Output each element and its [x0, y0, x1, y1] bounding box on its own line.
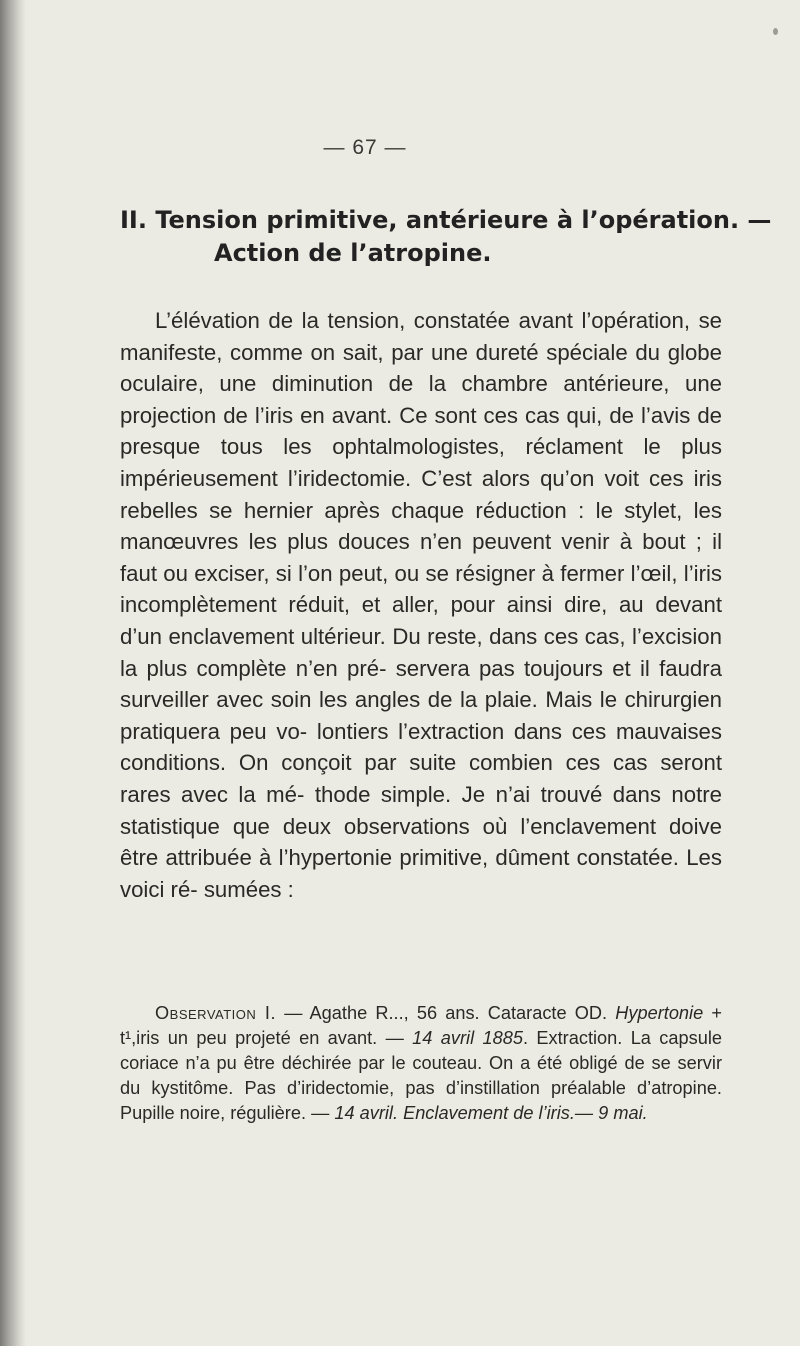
observation-label: Observation I.	[155, 1003, 277, 1023]
section-heading-line-1: II. Tension primitive, antérieure à l’opération. —	[120, 206, 772, 234]
observation-date-2: 14 avril. Enclavement de l’iris.— 9 mai.	[334, 1103, 648, 1123]
observation-hypertonie: Hypertonie	[615, 1003, 704, 1023]
observation-text-1: — Agathe R..., 56 ans. Cataracte OD.	[276, 1003, 616, 1023]
observation-paragraph	[120, 1001, 722, 1126]
section-heading	[120, 204, 788, 270]
body-paragraph: L’élévation de la tension, constatée avant l’opération, se manifeste, comme on sait, par une dureté spéciale du globe oculaire, une diminution de la chambre antérieure, une projection de l’iris en avant. Ce sont ces cas qui, de l’avis de presque tous les ophtalmologistes, réclament le plus impérieusement l’iridectomie. C’est alors qu’on voit ces iris rebelles se hernier après chaque réduction : le stylet, les manœuvres les plus douces n’en peuvent venir à bout ; il faut ou exciser, si l’on peut, ou se résigner à fermer l’œil, l’iris incomplètement réduit, et aller, pour ainsi dire, au devant d’un enclavement ultérieur. Du reste, dans ces cas, l’excision la plus complète n’en pré- servera pas toujours et il faudra surveiller avec soin les angles de la plaie. Mais le chirurgien pratiquera peu vo- lontiers l’extraction dans ces mauvaises conditions. On conçoit par suite combien ces cas seront rares avec la mé- thode simple. Je n’ai trouvé dans notre statistique que deux observations où l’enclavement doive être attribuée à l’hypertonie primitive, dûment constatée. Les voici ré- sumées :	[120, 308, 722, 902]
page-number: — 67 —	[323, 136, 407, 159]
observation-text-2: + t¹,iris un peu projeté en avant. —	[120, 1003, 722, 1048]
observation-date-1: 14 avril 1885	[412, 1028, 523, 1048]
section-heading-line-2: Action de l’atropine.	[214, 239, 492, 267]
observation-block	[120, 1001, 722, 1126]
observation-text-3: . Extraction. La capsule coriace n’a pu être déchirée par le couteau. On a été obligé de se servir du kystitôme. Pas d’iridectomie, pas d’instillation préalable d’atropine. Pupille noire, régulière. —	[120, 1028, 722, 1123]
body-text	[120, 305, 722, 905]
